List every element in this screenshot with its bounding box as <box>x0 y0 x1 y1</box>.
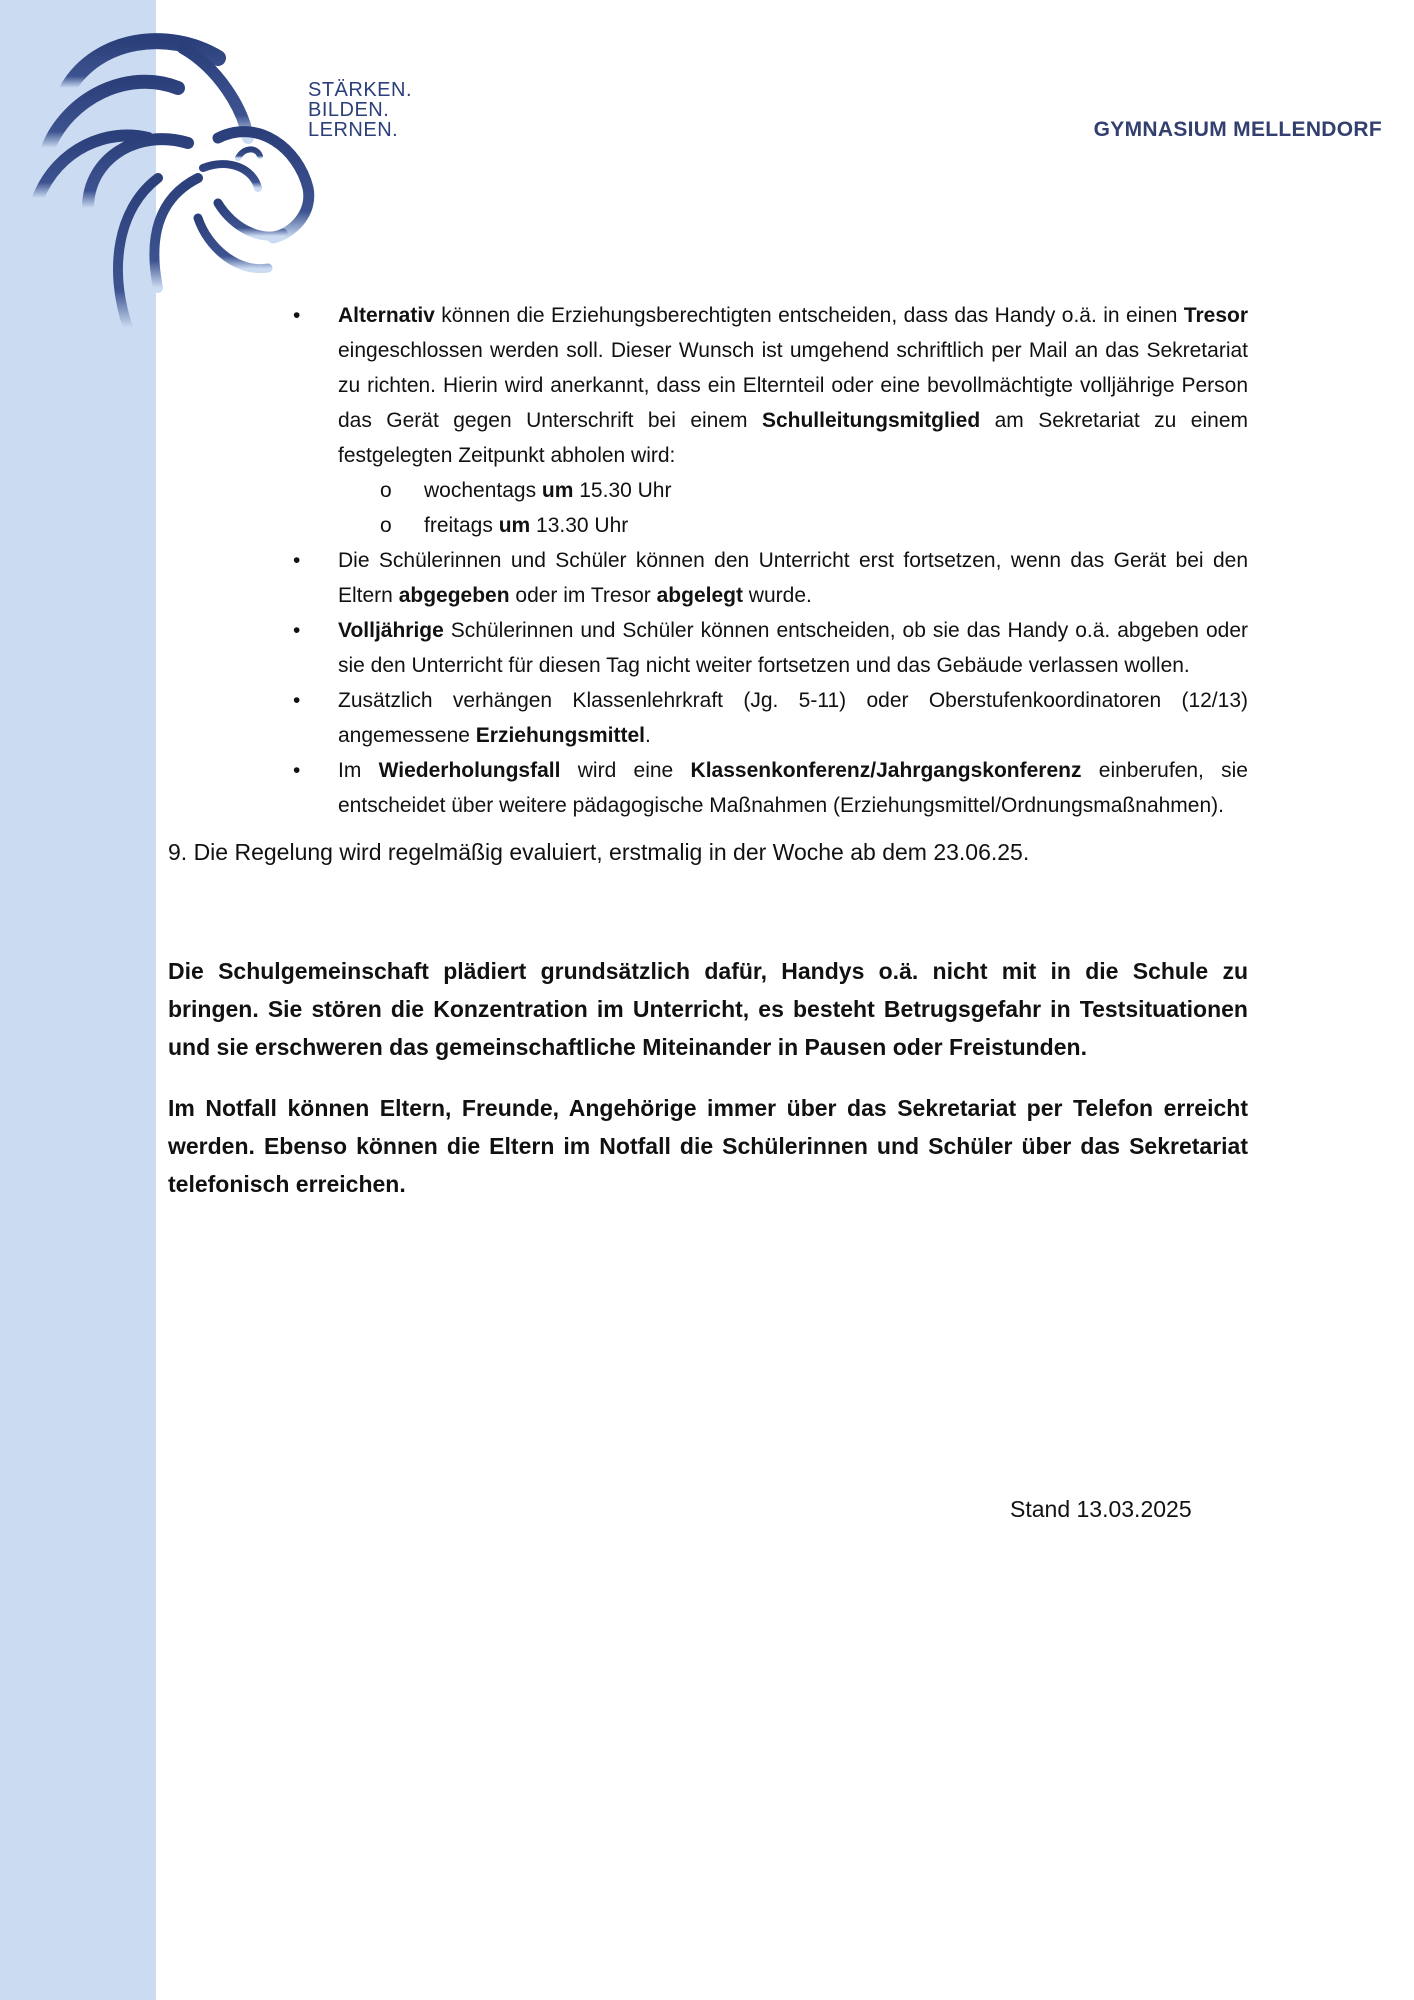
bullet-item <box>338 298 1248 543</box>
text-run: einberufen, sie entscheidet über weitere pädagogische Maßnahmen (Erziehungsmittel/Ordnungsmaßnahmen). <box>338 759 1248 817</box>
bold-text: Schulleitungsmitglied <box>761 409 981 432</box>
bold-text: abgegeben <box>398 584 510 607</box>
bullet-text <box>338 683 1248 753</box>
sub-list <box>338 473 1248 543</box>
document-body <box>168 298 1248 1226</box>
appeal-paragraph: Im Notfall können Eltern, Freunde, Angehörige immer über das Sekretariat per Telefon erreicht werden. Ebenso können die Eltern im Notfall die Schülerinnen und Schüler über das Sekretariat telefonisch erreichen. <box>168 1095 1248 1197</box>
text-run: Schülerinnen und Schüler können entscheiden, ob sie das Handy o.ä. abgeben oder sie den Unterricht für diesen Tag nicht weiter fortsetzen und das Gebäude verlassen wollen. <box>338 619 1248 677</box>
slogan <box>308 80 412 140</box>
text-run: Im <box>338 759 379 782</box>
text-run: oder im Tresor <box>509 584 657 607</box>
bullet-text <box>338 543 1248 613</box>
text-run: am Sekretariat zu einem festgelegten Zeitpunkt abholen wird: <box>338 409 1248 467</box>
numbered-item-9: 9. Die Regelung wird regelmäßig evaluiert, erstmalig in der Woche ab dem 23.06.25. <box>168 839 1030 865</box>
bold-text: um <box>541 479 574 502</box>
bold-text: um <box>498 514 531 537</box>
bullet-text <box>338 753 1248 823</box>
text-run: Die Schülerinnen und Schüler können den Unterricht erst fortsetzen, wenn das Gerät bei den Eltern <box>338 549 1248 607</box>
bullet-item <box>338 753 1248 823</box>
sub-list-item <box>424 508 1248 543</box>
text-run: freitags <box>424 514 499 537</box>
slogan-line: LERNEN. <box>308 119 399 141</box>
text-run: eingeschlossen werden soll. Dieser Wunsch ist umgehend schriftlich per Mail an das Sekretariat zu richten. Hierin wird anerkannt, dass ein Elternteil oder eine bevollmächtigte volljährige Person das Gerät gegen Unterschrift bei einem <box>338 339 1248 432</box>
bullet-item <box>338 613 1248 683</box>
bold-text: abgelegt <box>656 584 743 607</box>
bold-text: Erziehungsmittel <box>475 724 645 747</box>
bullet-item <box>338 683 1248 753</box>
text-run: 13.30 Uhr <box>530 514 629 537</box>
text-run: wochentags <box>424 479 542 502</box>
bullet-text <box>338 298 1248 473</box>
text-run: können die Erziehungsberechtigten entscheiden, dass das Handy o.ä. in einen <box>434 304 1184 327</box>
bold-text: Wiederholungsfall <box>378 759 561 782</box>
bold-text: Alternativ <box>338 304 435 327</box>
bullet-text <box>338 613 1248 683</box>
text-run: 15.30 Uhr <box>573 479 672 502</box>
bold-text: Tresor <box>1183 304 1248 327</box>
slogan-line: BILDEN. <box>308 99 390 121</box>
lion-logo-icon <box>28 28 358 338</box>
stand-date: Stand 13.03.2025 <box>1010 1496 1192 1522</box>
text-run: wird eine <box>560 759 691 782</box>
text-run: Zusätzlich verhängen Klassenlehrkraft (Jg. 5-11) oder Oberstufenkoordinatoren (12/13) angemessene <box>338 689 1248 747</box>
appeal-paragraph: Die Schulgemeinschaft plädiert grundsätzlich dafür, Handys o.ä. nicht mit in die Schule zu bringen. Sie stören die Konzentration im Unterricht, es besteht Betrugsgefahr in Testsituationen und sie erschweren das gemeinschaftliche Miteinander in Pausen oder Freistunden. <box>168 958 1248 1060</box>
bullet-item <box>338 543 1248 613</box>
text-run: . <box>644 724 651 747</box>
text-run: wurde. <box>742 584 812 607</box>
school-name: GYMNASIUM MELLENDORF <box>1093 118 1382 141</box>
bullet-list <box>168 298 1248 823</box>
sub-list-item <box>424 473 1248 508</box>
bold-text: Klassenkonferenz/Jahrgangskonferenz <box>690 759 1082 782</box>
slogan-line: STÄRKEN. <box>308 79 413 101</box>
bold-text: Volljährige <box>338 619 444 642</box>
